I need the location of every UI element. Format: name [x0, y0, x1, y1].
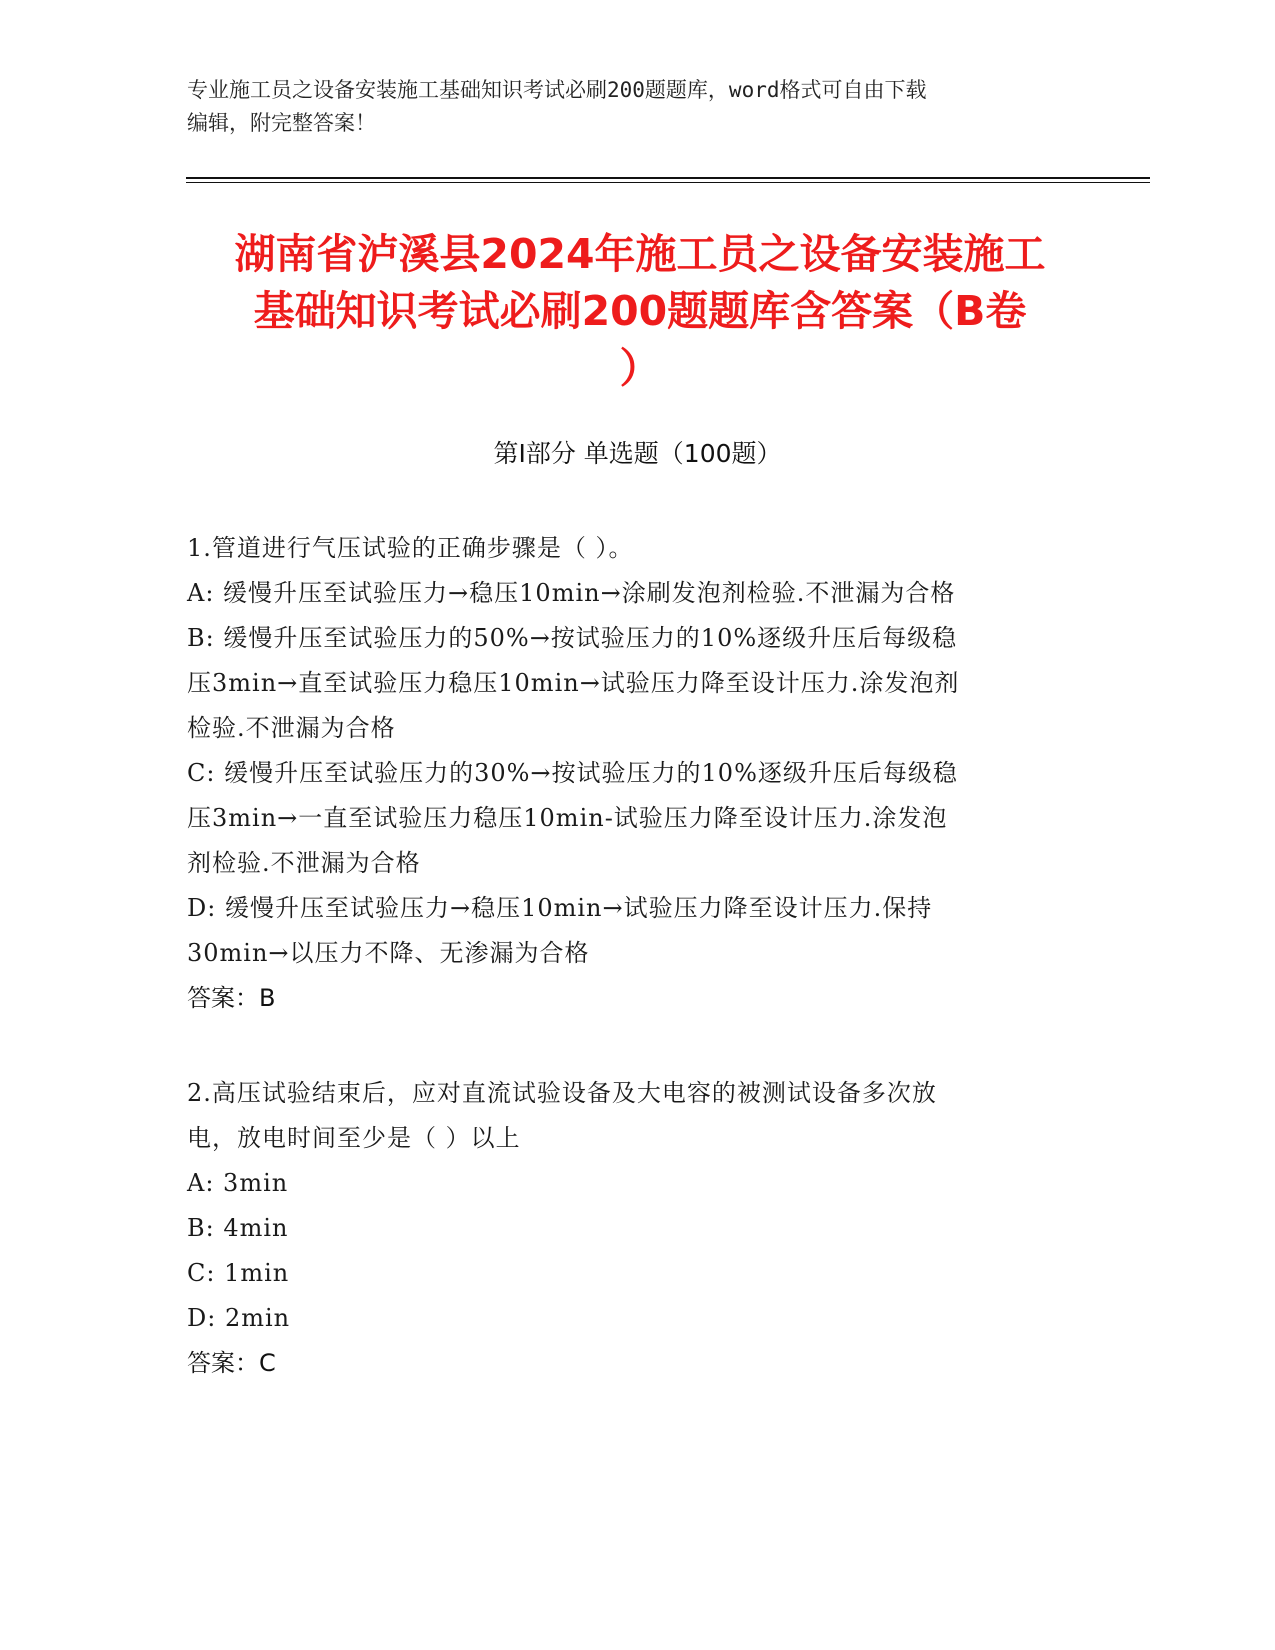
document-title [170, 226, 1110, 397]
answer-label: 答案：B [187, 984, 276, 1012]
question-block [187, 526, 1087, 1021]
option-c: C: 缓慢升压至试验压力的30%→按试验压力的10%逐级升压后每级稳 [187, 759, 958, 787]
header-note-line: 专业施工员之设备安装施工基础知识考试必刷200题题库，word格式可自由下载 [187, 78, 927, 102]
header-divider-thin [186, 182, 1150, 183]
option-a: A: 3min [187, 1169, 289, 1197]
option-d: D: 2min [187, 1304, 291, 1332]
option-b: 检验.不泄漏为合格 [187, 714, 396, 742]
title-line: ） [619, 344, 661, 392]
section-heading: 第Ⅰ部分 单选题（100题） [493, 439, 782, 468]
option-b: 压3min→直至试验压力稳压10min→试验压力降至设计压力.涂发泡剂 [187, 669, 960, 697]
option-c: 压3min→一直至试验压力稳压10min-试验压力降至设计压力.涂发泡 [187, 804, 948, 832]
question-stem: 1.管道进行气压试验的正确步骤是（ ）。 [187, 534, 634, 562]
option-c: C: 1min [187, 1259, 290, 1287]
question-block [187, 1071, 1087, 1386]
option-b: B: 缓慢升压至试验压力的50%→按试验压力的10%逐级升压后每级稳 [187, 624, 958, 652]
header-note-line: 编辑，附完整答案！ [187, 111, 376, 135]
title-line: 湖南省泸溪县2024年施工员之设备安装施工 [234, 230, 1046, 278]
question-stem: 电，放电时间至少是（ ）以上 [187, 1124, 521, 1152]
option-d: 30min→以压力不降、无渗漏为合格 [187, 939, 590, 967]
option-d: D: 缓慢升压至试验压力→稳压10min→试验压力降至设计压力.保持 [187, 894, 933, 922]
option-a: A: 缓慢升压至试验压力→稳压10min→涂刷发泡剂检验.不泄漏为合格 [187, 579, 956, 607]
answer-label: 答案：C [187, 1349, 276, 1377]
option-b: B: 4min [187, 1214, 289, 1242]
question-stem: 2.高压试验结束后，应对直流试验设备及大电容的被测试设备多次放 [187, 1079, 937, 1107]
option-c: 剂检验.不泄漏为合格 [187, 849, 421, 877]
title-line: 基础知识考试必刷200题题库含答案（B卷 [253, 287, 1027, 335]
header-note [187, 74, 1087, 140]
header-divider-thick [186, 177, 1150, 179]
